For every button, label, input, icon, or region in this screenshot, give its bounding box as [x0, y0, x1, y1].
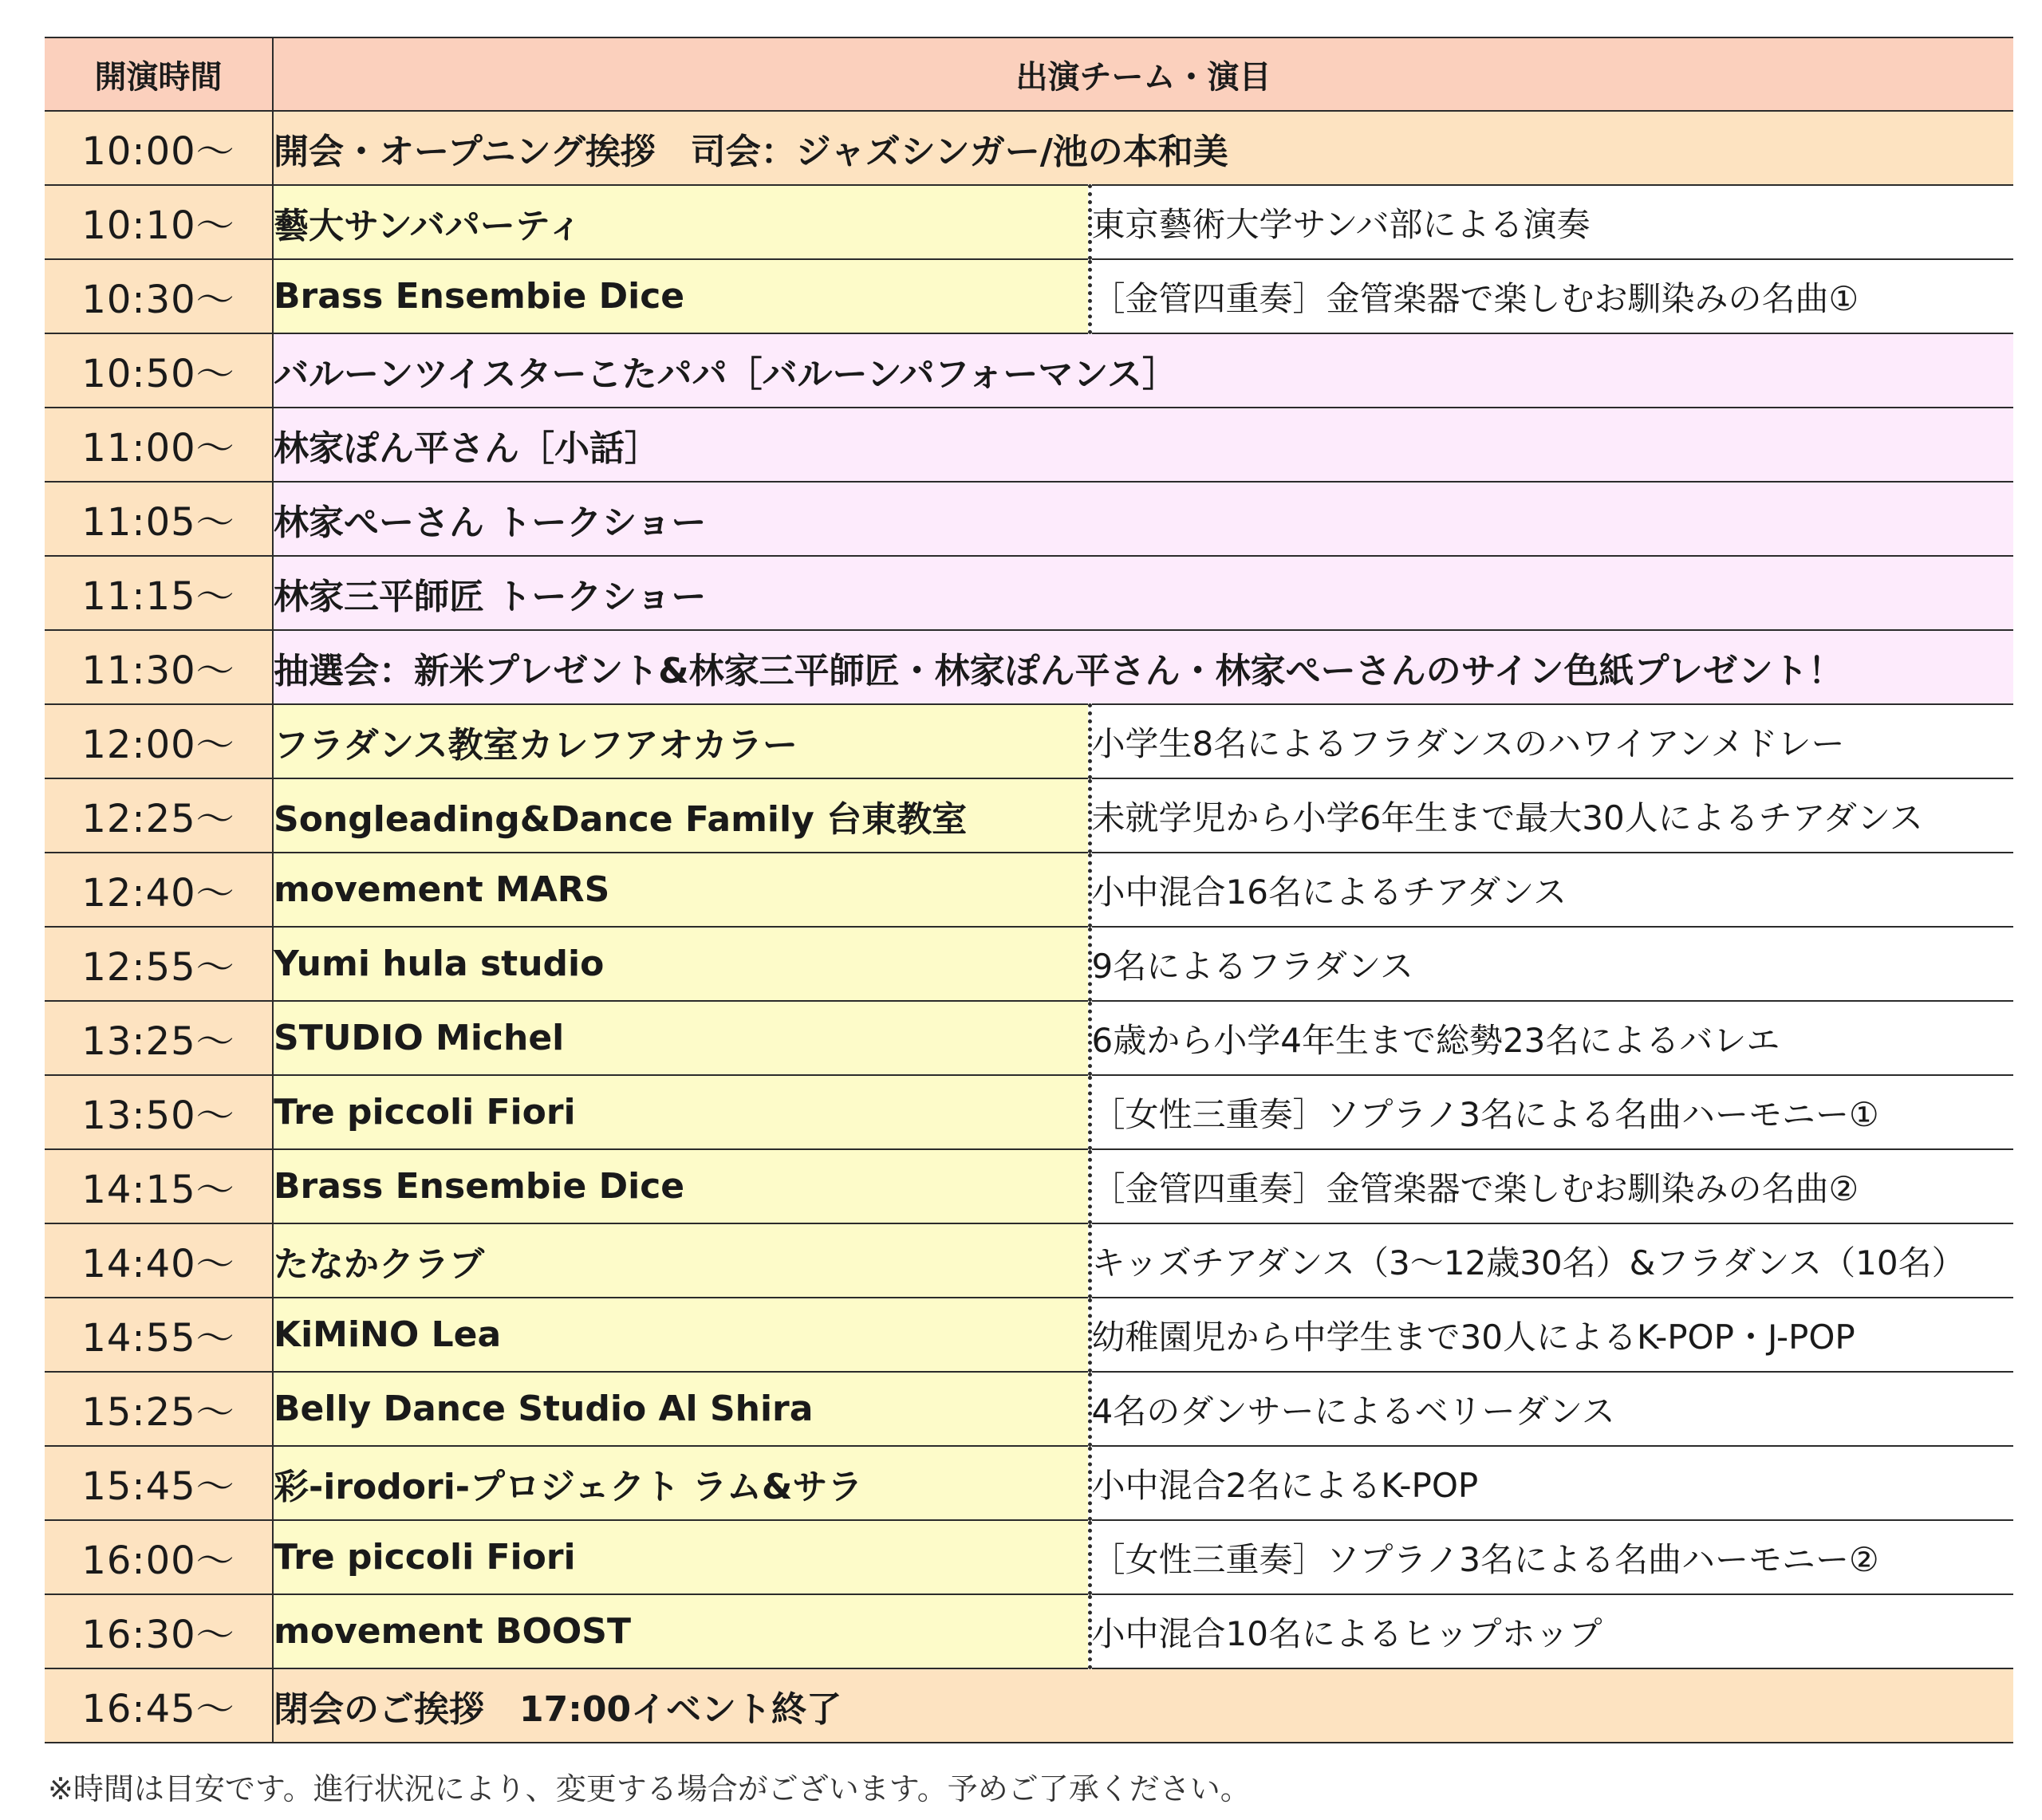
row-time: 10:50〜	[45, 333, 273, 408]
row-performer: STUDIO Michel	[273, 1001, 1090, 1075]
row-performer: Tre piccoli Fiori	[273, 1075, 1090, 1149]
row-description: 6歳から小学4年生まで総勢23名によるバレエ	[1090, 1001, 2013, 1075]
header-row	[45, 37, 2013, 111]
table-row	[45, 630, 2013, 704]
row-description: 東京藝術大学サンバ部による演奏	[1090, 185, 2013, 259]
table-row	[45, 1446, 2013, 1520]
table-row	[45, 333, 2013, 408]
table-row	[45, 704, 2013, 778]
row-description: 9名によるフラダンス	[1090, 927, 2013, 1001]
table-row	[45, 1520, 2013, 1594]
row-performer: 閉会のご挨拶 17:00イベント終了	[273, 1668, 2013, 1743]
row-performer: KiMiNO Lea	[273, 1298, 1090, 1372]
row-time: 10:10〜	[45, 185, 273, 259]
row-time: 13:25〜	[45, 1001, 273, 1075]
row-time: 11:30〜	[45, 630, 273, 704]
row-time: 11:00〜	[45, 408, 273, 482]
table-row	[45, 1223, 2013, 1298]
row-performer: 林家三平師匠 トークショー	[273, 556, 2013, 630]
row-performer: Belly Dance Studio Al Shira	[273, 1372, 1090, 1446]
row-performer: 彩-irodori-プロジェクト ラム&サラ	[273, 1446, 1090, 1520]
row-performer: たなかクラブ	[273, 1223, 1090, 1298]
row-time: 12:55〜	[45, 927, 273, 1001]
table-row	[45, 1372, 2013, 1446]
table-row	[45, 1298, 2013, 1372]
row-description: 幼稚園児から中学生まで30人によるK-POP・J-POP	[1090, 1298, 2013, 1372]
row-time: 10:30〜	[45, 259, 273, 333]
table-row	[45, 1149, 2013, 1223]
row-performer: 開会・オープニング挨拶 司会：ジャズシンガー/池の本和美	[273, 111, 2013, 185]
header-time: 開演時間	[45, 37, 273, 111]
row-time: 15:25〜	[45, 1372, 273, 1446]
row-time: 16:45〜	[45, 1668, 273, 1743]
table-row	[45, 778, 2013, 853]
row-time: 16:00〜	[45, 1520, 273, 1594]
table-row	[45, 1668, 2013, 1743]
row-time: 14:40〜	[45, 1223, 273, 1298]
table-row	[45, 927, 2013, 1001]
row-description: 小学生8名によるフラダンスのハワイアンメドレー	[1090, 704, 2013, 778]
table-row	[45, 853, 2013, 927]
row-time: 13:50〜	[45, 1075, 273, 1149]
row-performer: Tre piccoli Fiori	[273, 1520, 1090, 1594]
row-time: 11:15〜	[45, 556, 273, 630]
table-row	[45, 1594, 2013, 1668]
row-description: 未就学児から小学6年生まで最大30人によるチアダンス	[1090, 778, 2013, 853]
schedule-table	[45, 37, 2013, 1743]
footnote: ※時間は目安です。進行状況により、変更する場合がございます。予めご了承ください。	[48, 1771, 1251, 1806]
table-row	[45, 556, 2013, 630]
row-performer: movement MARS	[273, 853, 1090, 927]
row-performer: 林家ぽん平さん［小話］	[273, 408, 2013, 482]
row-performer: バルーンツイスターこたパパ［バルーンパフォーマンス］	[273, 333, 2013, 408]
row-time: 14:55〜	[45, 1298, 273, 1372]
table-row	[45, 1075, 2013, 1149]
row-description: 4名のダンサーによるベリーダンス	[1090, 1372, 2013, 1446]
row-time: 15:45〜	[45, 1446, 273, 1520]
row-time: 16:30〜	[45, 1594, 273, 1668]
row-time: 14:15〜	[45, 1149, 273, 1223]
table-row	[45, 1001, 2013, 1075]
row-description: 小中混合16名によるチアダンス	[1090, 853, 2013, 927]
row-performer: 林家ぺーさん トークショー	[273, 482, 2013, 556]
row-description: 小中混合2名によるK-POP	[1090, 1446, 2013, 1520]
row-performer: Yumi hula studio	[273, 927, 1090, 1001]
row-time: 11:05〜	[45, 482, 273, 556]
row-time: 12:40〜	[45, 853, 273, 927]
row-performer: 抽選会：新米プレゼント&林家三平師匠・林家ぽん平さん・林家ぺーさんのサイン色紙プレゼント！	[273, 630, 2013, 704]
row-performer: フラダンス教室カレフアオカラー	[273, 704, 1090, 778]
row-time: 12:25〜	[45, 778, 273, 853]
row-performer: movement BOOST	[273, 1594, 1090, 1668]
row-performer: Songleading&Dance Family 台東教室	[273, 778, 1090, 853]
table-row	[45, 185, 2013, 259]
row-description: ［金管四重奏］金管楽器で楽しむお馴染みの名曲①	[1090, 259, 2013, 333]
row-description: 小中混合10名によるヒップホップ	[1090, 1594, 2013, 1668]
table-row	[45, 408, 2013, 482]
row-description: ［女性三重奏］ソプラノ3名による名曲ハーモニー①	[1090, 1075, 2013, 1149]
row-time: 12:00〜	[45, 704, 273, 778]
table-row	[45, 482, 2013, 556]
table-row	[45, 111, 2013, 185]
table-row	[45, 259, 2013, 333]
row-performer: Brass Ensembie Dice	[273, 259, 1090, 333]
row-description: ［金管四重奏］金管楽器で楽しむお馴染みの名曲②	[1090, 1149, 2013, 1223]
row-performer: Brass Ensembie Dice	[273, 1149, 1090, 1223]
header-program: 出演チーム・演目	[273, 37, 2013, 111]
row-performer: 藝大サンバパーティ	[273, 185, 1090, 259]
row-time: 10:00〜	[45, 111, 273, 185]
row-description: キッズチアダンス（3〜12歳30名）&フラダンス（10名）	[1090, 1223, 2013, 1298]
row-description: ［女性三重奏］ソプラノ3名による名曲ハーモニー②	[1090, 1520, 2013, 1594]
